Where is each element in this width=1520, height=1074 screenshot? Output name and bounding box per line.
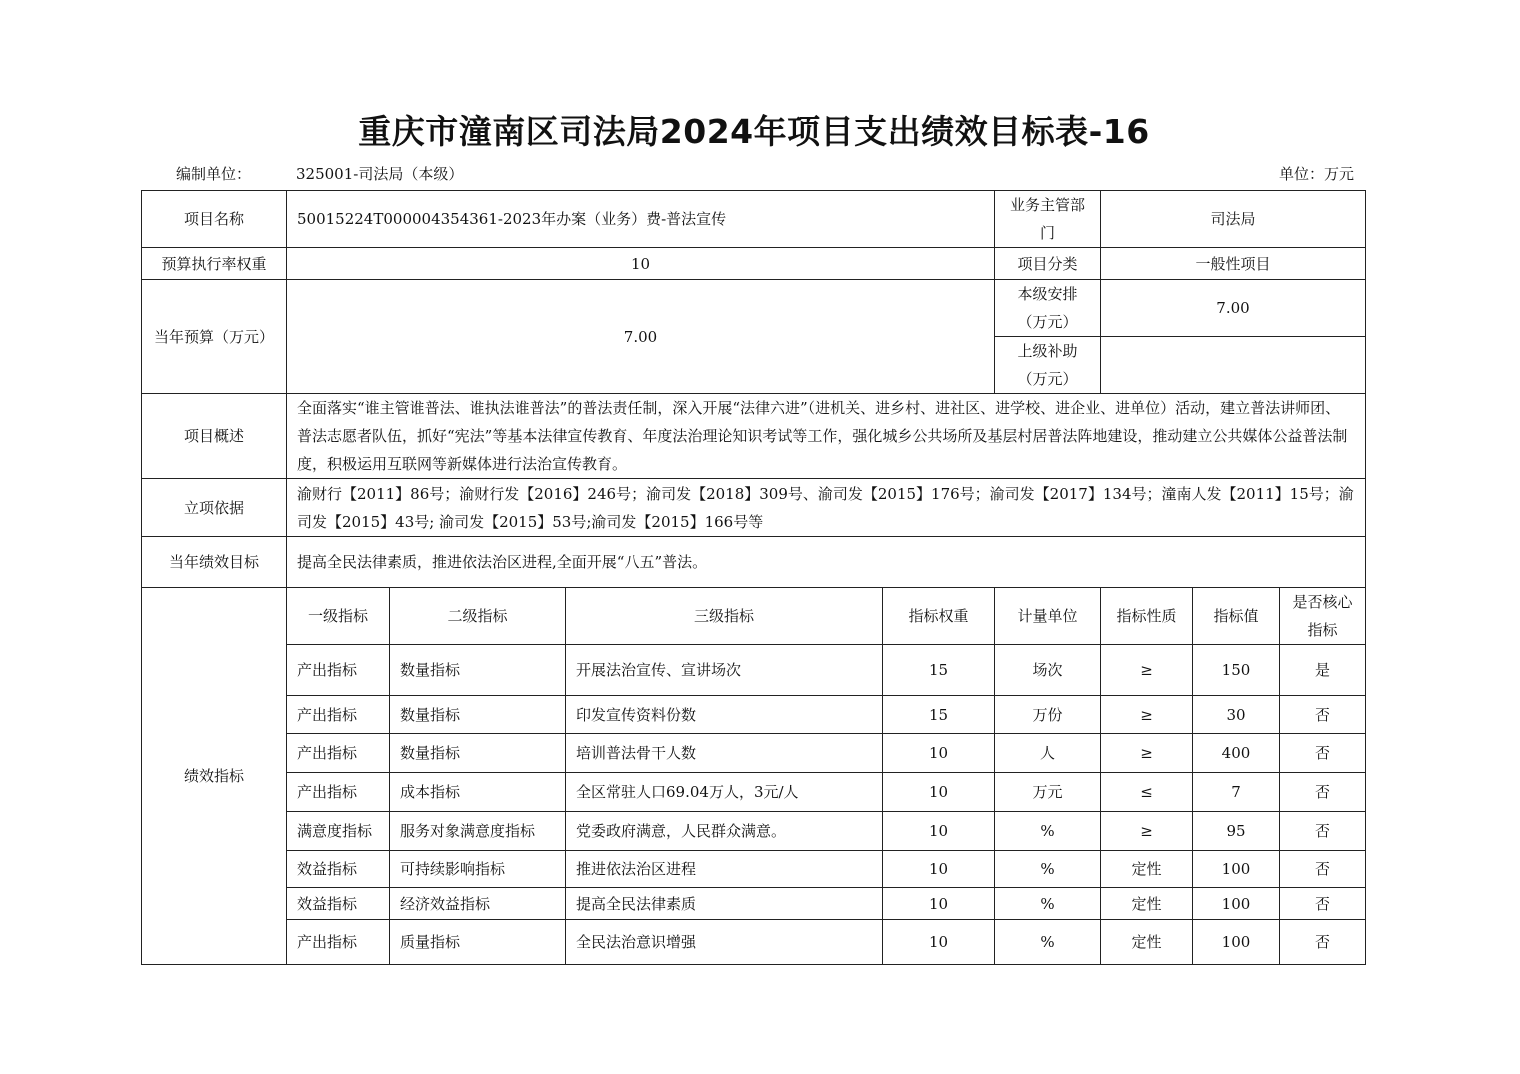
cell-level2: 数量指标 [390,696,566,734]
weight-value: 10 [287,248,995,280]
cell-nature: ≥ [1101,645,1193,696]
budget-value: 7.00 [287,280,995,394]
cell-level3: 印发宣传资料份数 [566,696,883,734]
cell-unit: % [995,812,1101,851]
cell-level1: 满意度指标 [287,812,390,851]
cell-core: 否 [1280,920,1366,965]
header-core-line2: 指标 [1307,621,1338,639]
header-level1: 一级指标 [287,588,390,645]
unit-label: 单位：万元 [1278,165,1354,183]
cell-unit: % [995,888,1101,920]
cell-core: 否 [1280,773,1366,812]
cell-core: 否 [1280,696,1366,734]
cell-level3: 开展法治宣传、宣讲场次 [566,645,883,696]
dept-value: 司法局 [1101,191,1366,248]
cell-level3: 全区常驻人口69.04万人，3元/人 [566,773,883,812]
category-label: 项目分类 [995,248,1101,280]
indicator-header-row [142,588,1366,645]
project-name-label: 项目名称 [142,191,287,248]
overview-label: 项目概述 [142,394,287,479]
header-unit: 计量单位 [995,588,1101,645]
cell-nature: ≥ [1101,812,1193,851]
cell-core: 是 [1280,645,1366,696]
cell-unit: 人 [995,734,1101,773]
goal-label: 当年绩效目标 [142,537,287,588]
header-level2: 二级指标 [390,588,566,645]
cell-weight: 15 [883,645,995,696]
goal-value: 提高全民法律素质，推进依法治区进程,全面开展“八五”普法。 [287,537,1366,588]
cell-weight: 10 [883,773,995,812]
cell-value: 7 [1193,773,1280,812]
basis-value: 渝财行【2011】86号；渝财行发【2016】246号；渝司发【2018】309号、渝司发【2015】176号；渝司发【2017】134号；潼南人发【2011】15号；渝司发【2015】43号; 渝司发【2015】53号;渝司发【2015】166号等 [287,479,1366,537]
header-nature: 指标性质 [1101,588,1193,645]
header-core-line1: 是否核心 [1292,593,1353,611]
row-project-name [142,191,1366,248]
subsidy-value [1101,337,1366,394]
cell-unit: % [995,851,1101,888]
cell-nature: 定性 [1101,888,1193,920]
cell-value: 150 [1193,645,1280,696]
budget-label: 当年预算（万元） [142,280,287,394]
cell-level2: 成本指标 [390,773,566,812]
cell-unit: 万份 [995,696,1101,734]
cell-value: 100 [1193,888,1280,920]
header-weight: 指标权重 [883,588,995,645]
overview-value: 全面落实“谁主管谁普法、谁执法谁普法”的普法责任制，深入开展“法律六进”（进机关、进乡村、进社区、进学校、进企业、进单位）活动，建立普法讲师团、普法志愿者队伍，抓好“宪法”等基本法律宣传教育、年度法治理论知识考试等工作，强化城乡公共场所及基层村居普法阵地建设，推动建立公共媒体公益普法制度，积极运用互联网等新媒体进行法治宣传教育。 [287,394,1366,479]
org-value: 325001-司法局（本级） [296,165,464,183]
cell-level2: 数量指标 [390,734,566,773]
cell-level1: 产出指标 [287,645,390,696]
cell-nature: ≥ [1101,696,1193,734]
cell-level2: 数量指标 [390,645,566,696]
dept-label: 业务主管部门 [995,191,1101,248]
cell-level3: 全民法治意识增强 [566,920,883,965]
header-core [1280,588,1366,645]
cell-level2: 质量指标 [390,920,566,965]
cell-level3: 培训普法骨干人数 [566,734,883,773]
cell-value: 100 [1193,920,1280,965]
cell-level2: 经济效益指标 [390,888,566,920]
category-value: 一般性项目 [1101,248,1366,280]
cell-core: 否 [1280,888,1366,920]
row-basis [142,479,1366,537]
cell-nature: 定性 [1101,920,1193,965]
table-row [142,888,1366,920]
cell-weight: 15 [883,696,995,734]
cell-level3: 提高全民法律素质 [566,888,883,920]
table-row [142,812,1366,851]
cell-core: 否 [1280,851,1366,888]
document-title: 重庆市潼南区司法局2024年项目支出绩效目标表-16 [358,112,1150,151]
table-row [142,734,1366,773]
indicators-section-label: 绩效指标 [142,588,287,965]
cell-level1: 效益指标 [287,851,390,888]
header-value: 指标值 [1193,588,1280,645]
table-row [142,696,1366,734]
local-label: 本级安排（万元） [995,280,1101,337]
row-budget [142,280,1366,337]
basis-label: 立项依据 [142,479,287,537]
cell-weight: 10 [883,920,995,965]
weight-label: 预算执行率权重 [142,248,287,280]
table-row [142,645,1366,696]
cell-level1: 产出指标 [287,696,390,734]
table-row [142,773,1366,812]
cell-level3: 推进依法治区进程 [566,851,883,888]
table-row [142,920,1366,965]
cell-level1: 产出指标 [287,920,390,965]
cell-unit: % [995,920,1101,965]
table-row [142,851,1366,888]
local-value: 7.00 [1101,280,1366,337]
org-label: 编制单位： [176,165,252,183]
row-budget-weight [142,248,1366,280]
cell-value: 400 [1193,734,1280,773]
cell-level1: 产出指标 [287,773,390,812]
header-level3: 三级指标 [566,588,883,645]
row-overview [142,394,1366,479]
performance-table [141,190,1366,965]
cell-weight: 10 [883,888,995,920]
cell-nature: 定性 [1101,851,1193,888]
row-goal [142,537,1366,588]
cell-level2: 可持续影响指标 [390,851,566,888]
cell-unit: 万元 [995,773,1101,812]
project-name-value: 50015224T000004354361-2023年办案（业务）费-普法宣传 [287,191,995,248]
subsidy-label: 上级补助（万元） [995,337,1101,394]
cell-level1: 效益指标 [287,888,390,920]
cell-value: 95 [1193,812,1280,851]
cell-weight: 10 [883,734,995,773]
cell-value: 30 [1193,696,1280,734]
cell-level1: 产出指标 [287,734,390,773]
cell-weight: 10 [883,812,995,851]
cell-level2: 服务对象满意度指标 [390,812,566,851]
cell-level3: 党委政府满意，人民群众满意。 [566,812,883,851]
cell-weight: 10 [883,851,995,888]
cell-core: 否 [1280,812,1366,851]
cell-nature: ≤ [1101,773,1193,812]
cell-value: 100 [1193,851,1280,888]
cell-unit: 场次 [995,645,1101,696]
cell-nature: ≥ [1101,734,1193,773]
cell-core: 否 [1280,734,1366,773]
